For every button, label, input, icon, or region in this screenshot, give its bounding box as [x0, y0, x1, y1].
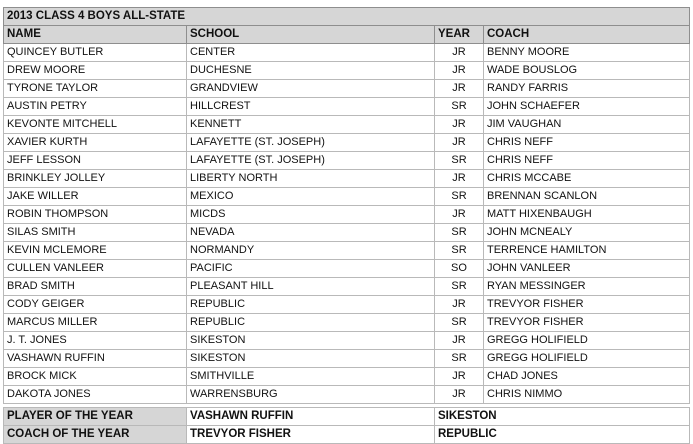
cell-school: NORMANDY — [187, 242, 435, 260]
cell-coach: GREGG HOLIFIELD — [484, 350, 690, 368]
table-row — [4, 188, 690, 206]
table-row — [4, 134, 690, 152]
cell-school: WARRENSBURG — [187, 386, 435, 404]
award-label: COACH OF THE YEAR — [4, 426, 187, 444]
table-row — [4, 44, 690, 62]
cell-year: JR — [435, 296, 484, 314]
cell-coach: JOHN SCHAEFER — [484, 98, 690, 116]
cell-year: JR — [435, 206, 484, 224]
table-row — [4, 170, 690, 188]
table-title: 2013 CLASS 4 BOYS ALL-STATE — [4, 8, 690, 26]
cell-school: GRANDVIEW — [187, 80, 435, 98]
table-row — [4, 206, 690, 224]
table-row — [4, 224, 690, 242]
cell-coach: MATT HIXENBAUGH — [484, 206, 690, 224]
cell-coach: CHAD JONES — [484, 368, 690, 386]
header-year: YEAR — [435, 26, 484, 44]
cell-year: JR — [435, 332, 484, 350]
cell-name: DREW MOORE — [4, 62, 187, 80]
award-school: SIKESTON — [435, 408, 690, 426]
award-winner: VASHAWN RUFFIN — [187, 408, 435, 426]
cell-coach: JOHN VANLEER — [484, 260, 690, 278]
award-row — [4, 408, 690, 426]
cell-school: KENNETT — [187, 116, 435, 134]
cell-name: CODY GEIGER — [4, 296, 187, 314]
cell-school: MEXICO — [187, 188, 435, 206]
cell-coach: BENNY MOORE — [484, 44, 690, 62]
cell-name: BRAD SMITH — [4, 278, 187, 296]
cell-name: TYRONE TAYLOR — [4, 80, 187, 98]
table-row — [4, 152, 690, 170]
cell-school: NEVADA — [187, 224, 435, 242]
cell-name: DAKOTA JONES — [4, 386, 187, 404]
cell-school: LAFAYETTE (ST. JOSEPH) — [187, 134, 435, 152]
cell-year: SR — [435, 98, 484, 116]
cell-name: QUINCEY BUTLER — [4, 44, 187, 62]
award-school: REPUBLIC — [435, 426, 690, 444]
cell-coach: JOHN MCNEALY — [484, 224, 690, 242]
cell-name: BRINKLEY JOLLEY — [4, 170, 187, 188]
header-name: NAME — [4, 26, 187, 44]
cell-name: KEVIN MCLEMORE — [4, 242, 187, 260]
cell-year: SO — [435, 260, 484, 278]
table-title-row — [4, 8, 690, 26]
cell-school: DUCHESNE — [187, 62, 435, 80]
cell-school: SIKESTON — [187, 350, 435, 368]
cell-year: JR — [435, 80, 484, 98]
cell-coach: TREVYOR FISHER — [484, 314, 690, 332]
cell-coach: GREGG HOLIFIELD — [484, 332, 690, 350]
table-row — [4, 386, 690, 404]
cell-coach: WADE BOUSLOG — [484, 62, 690, 80]
cell-coach: TREVYOR FISHER — [484, 296, 690, 314]
cell-school: PACIFIC — [187, 260, 435, 278]
award-label: PLAYER OF THE YEAR — [4, 408, 187, 426]
cell-name: JEFF LESSON — [4, 152, 187, 170]
table-row — [4, 242, 690, 260]
table-row — [4, 278, 690, 296]
cell-coach: CHRIS MCCABE — [484, 170, 690, 188]
header-school: SCHOOL — [187, 26, 435, 44]
cell-year: SR — [435, 188, 484, 206]
cell-year: JR — [435, 134, 484, 152]
cell-coach: CHRIS NEFF — [484, 152, 690, 170]
cell-school: HILLCREST — [187, 98, 435, 116]
cell-year: SR — [435, 242, 484, 260]
all-state-table-container — [3, 7, 689, 444]
cell-name: ROBIN THOMPSON — [4, 206, 187, 224]
cell-coach: JIM VAUGHAN — [484, 116, 690, 134]
cell-school: REPUBLIC — [187, 296, 435, 314]
table-row — [4, 80, 690, 98]
cell-name: VASHAWN RUFFIN — [4, 350, 187, 368]
table-row — [4, 368, 690, 386]
cell-coach: RANDY FARRIS — [484, 80, 690, 98]
cell-year: JR — [435, 44, 484, 62]
cell-name: KEVONTE MITCHELL — [4, 116, 187, 134]
cell-name: AUSTIN PETRY — [4, 98, 187, 116]
cell-coach: RYAN MESSINGER — [484, 278, 690, 296]
cell-name: BROCK MICK — [4, 368, 187, 386]
cell-year: JR — [435, 170, 484, 188]
table-row — [4, 116, 690, 134]
cell-year: SR — [435, 314, 484, 332]
cell-year: SR — [435, 278, 484, 296]
cell-school: LAFAYETTE (ST. JOSEPH) — [187, 152, 435, 170]
table-row — [4, 350, 690, 368]
cell-year: SR — [435, 152, 484, 170]
cell-year: JR — [435, 386, 484, 404]
cell-coach: CHRIS NEFF — [484, 134, 690, 152]
cell-name: MARCUS MILLER — [4, 314, 187, 332]
table-row — [4, 62, 690, 80]
header-coach: COACH — [484, 26, 690, 44]
cell-name: J. T. JONES — [4, 332, 187, 350]
cell-school: REPUBLIC — [187, 314, 435, 332]
cell-school: PLEASANT HILL — [187, 278, 435, 296]
cell-school: MICDS — [187, 206, 435, 224]
cell-name: SILAS SMITH — [4, 224, 187, 242]
cell-year: SR — [435, 350, 484, 368]
cell-year: SR — [435, 224, 484, 242]
table-row — [4, 260, 690, 278]
all-state-table — [3, 7, 690, 444]
cell-name: CULLEN VANLEER — [4, 260, 187, 278]
cell-coach: TERRENCE HAMILTON — [484, 242, 690, 260]
table-row — [4, 314, 690, 332]
cell-school: SMITHVILLE — [187, 368, 435, 386]
cell-year: JR — [435, 116, 484, 134]
table-row — [4, 98, 690, 116]
cell-school: SIKESTON — [187, 332, 435, 350]
cell-school: CENTER — [187, 44, 435, 62]
cell-name: JAKE WILLER — [4, 188, 187, 206]
cell-coach: BRENNAN SCANLON — [484, 188, 690, 206]
cell-year: JR — [435, 368, 484, 386]
cell-school: LIBERTY NORTH — [187, 170, 435, 188]
table-row — [4, 332, 690, 350]
table-row — [4, 296, 690, 314]
award-winner: TREVYOR FISHER — [187, 426, 435, 444]
cell-name: XAVIER KURTH — [4, 134, 187, 152]
cell-coach: CHRIS NIMMO — [484, 386, 690, 404]
award-row — [4, 426, 690, 444]
cell-year: JR — [435, 62, 484, 80]
header-row — [4, 26, 690, 44]
